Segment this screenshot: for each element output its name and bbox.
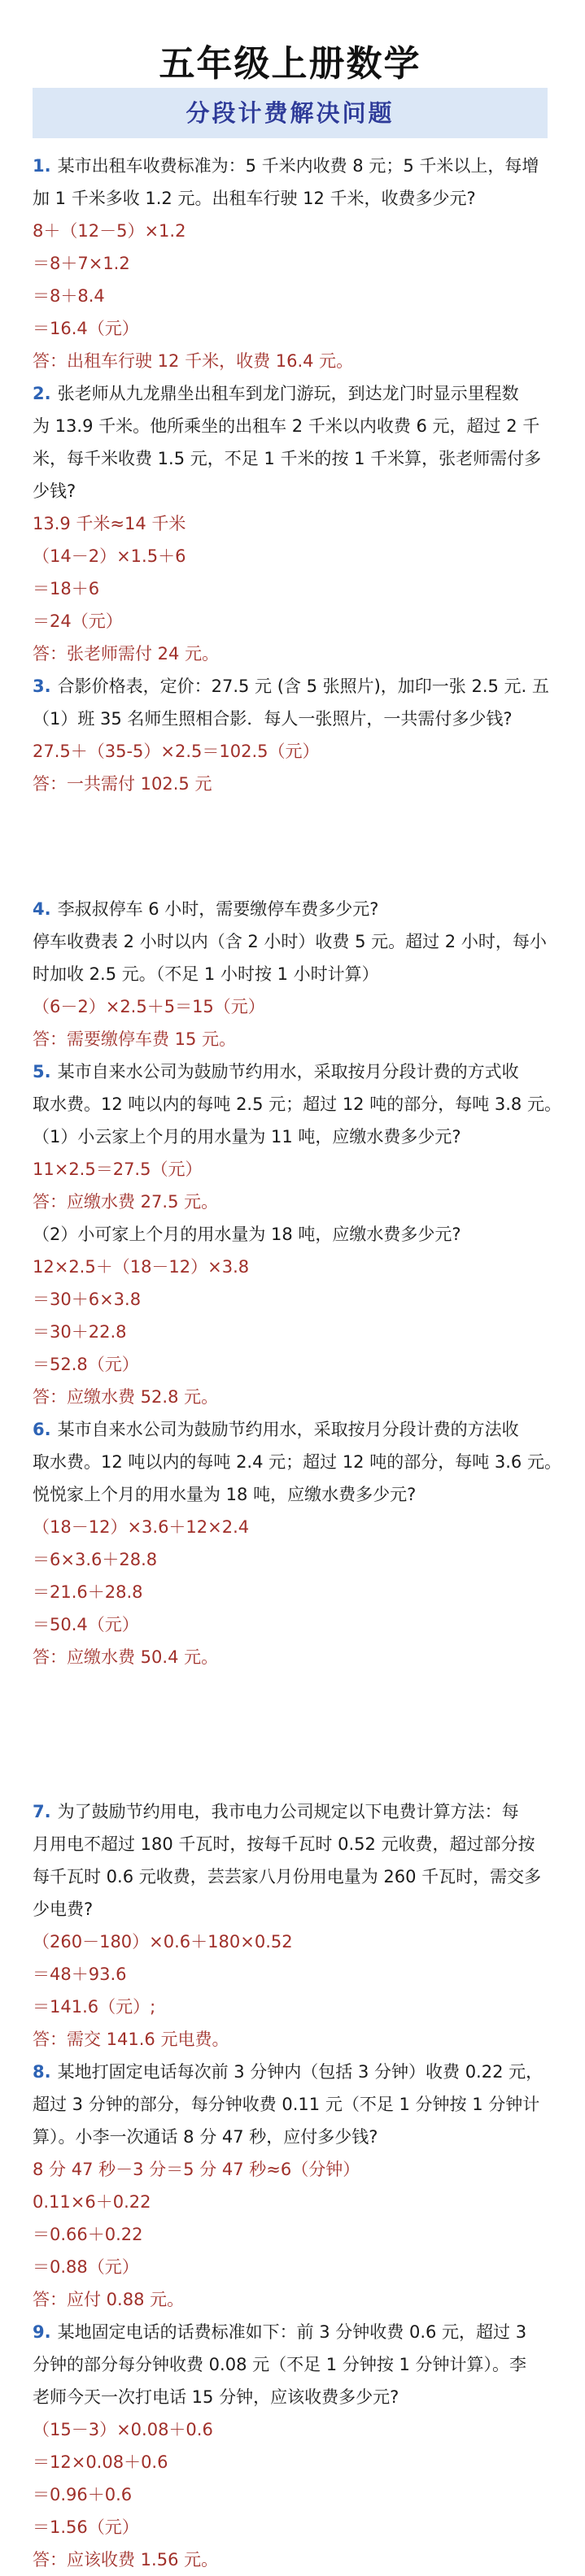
calculation-line-text: （15－3）×0.08＋0.6: [33, 2420, 213, 2439]
calculation-line-text: 27.5＋（35-5）×2.5＝102.5（元）: [33, 742, 320, 761]
calculation-line-text: ＝48＋93.6: [33, 1965, 127, 1984]
question-line-text: 合影价格表，定价：27.5 元 (含 5 张照片)，加印一张 2.5 元. 五: [57, 677, 549, 696]
question-line-text: 某地打固定电话每次前 3 分钟内（包括 3 分钟）收费 0.22 元，: [57, 2062, 544, 2082]
calculation-line-text: （260－180）×0.6＋180×0.52: [33, 1932, 293, 1952]
question-line: [33, 958, 548, 990]
question-line: [33, 1860, 548, 1893]
calculation-line-text: ＝0.88（元）: [33, 2257, 139, 2277]
question-line-text: 取水费。12 吨以内的每吨 2.5 元；超过 12 吨的部分，每吨 3.8 元。: [33, 1094, 561, 1114]
calculation-line: [33, 2186, 548, 2218]
question-line: [33, 1446, 561, 1478]
question-line: [33, 1120, 548, 1153]
problem-list: [33, 150, 561, 2576]
question-line: [33, 2088, 548, 2121]
question-line-text: 米，每千米收费 1.5 元，不足 1 千米的按 1 千米算，张老师需付多: [33, 449, 542, 468]
calculation-line-text: （18－12）×3.6＋12×2.4: [33, 1517, 250, 1537]
calculation-line-text: ＝141.6（元）;: [33, 1997, 156, 2017]
problem-number: 4.: [33, 899, 51, 919]
calculation-line: [33, 215, 548, 247]
calculation-line-text: ＝50.4（元）: [33, 1615, 139, 1634]
question-line: [33, 2316, 548, 2348]
answer-line: 答：应缴水费 27.5 元。: [33, 1192, 219, 1212]
question-line: [33, 150, 548, 182]
question-line-text: 某地固定电话的话费标准如下：前 3 分钟收费 0.6 元，超过 3: [57, 2322, 527, 2342]
calculation-line-text: ＝21.6＋28.8: [33, 1582, 143, 1602]
page-title: 五年级上册数学: [159, 43, 421, 85]
question-line: [33, 1218, 548, 1251]
question-line-text: 取水费。12 吨以内的每吨 2.4 元；超过 12 吨的部分，每吨 3.6 元。: [33, 1452, 561, 1472]
problem-number: 9.: [33, 2322, 51, 2342]
question-line-text: 少钱?: [33, 481, 76, 501]
calculation-line: [33, 735, 548, 768]
question-line: [33, 377, 548, 410]
problem-number: 6.: [33, 1420, 51, 1439]
question-line: [33, 1795, 548, 1828]
answer-line: 答：应缴水费 50.4 元。: [33, 1647, 219, 1667]
question-line-text: 每千瓦时 0.6 元收费，芸芸家八月份用电量为 260 千瓦时，需交多: [33, 1867, 542, 1886]
calculation-line: [33, 507, 548, 540]
calculation-line-text: ＝6×3.6＋28.8: [33, 1550, 158, 1569]
problem-9: [33, 2316, 548, 2576]
calculation-line-text: （14－2）×1.5＋6: [33, 546, 186, 566]
problem-number: 5.: [33, 1062, 51, 1081]
calculation-line: [33, 1348, 548, 1381]
calculation-line-text: 12×2.5＋（18－12）×3.8: [33, 1257, 250, 1277]
question-line-text: 为 13.9 千米。他所乘坐的出租车 2 千米以内收费 6 元，超过 2 千: [33, 416, 540, 436]
question-line: [33, 1413, 548, 1446]
calculation-line: [33, 572, 548, 605]
calculation-line-text: （6－2）×2.5＋5＝15（元）: [33, 997, 265, 1016]
calculation-line: [33, 1608, 548, 1641]
calculation-line: [33, 1576, 548, 1608]
question-line-text: 加 1 千米多收 1.2 元。出租车行驶 12 千米，收费多少元?: [33, 189, 476, 208]
calculation-line: [33, 280, 548, 312]
question-line: [33, 1088, 561, 1120]
question-line: [33, 1055, 548, 1088]
answer-line: 答：需要缴停车费 15 元。: [33, 1029, 237, 1049]
question-line-text: 超过 3 分钟的部分，每分钟收费 0.11 元（不足 1 分钟按 1 分钟计: [33, 2095, 540, 2114]
question-line: [33, 1828, 548, 1860]
question-line-text: 张老师从九龙鼎坐出租车到龙门游玩，到达龙门时显示里程数: [57, 384, 519, 403]
question-line-text: 少电费?: [33, 1899, 94, 1919]
calculation-line-text: 11×2.5＝27.5（元）: [33, 1160, 203, 1179]
calculation-line-text: ＝1.56（元）: [33, 2517, 139, 2537]
problem-8: [33, 2056, 548, 2316]
calculation-line: [33, 1316, 548, 1348]
problem-6: [33, 1413, 561, 1673]
calculation-line-text: ＝0.66＋0.22: [33, 2225, 143, 2244]
calculation-line: [33, 2446, 548, 2478]
calculation-line: [33, 1925, 548, 1958]
answer-line: 答：应付 0.88 元。: [33, 2290, 185, 2309]
calculation-line: [33, 2153, 548, 2186]
question-line-text: 李叔叔停车 6 小时，需要缴停车费多少元?: [57, 899, 379, 919]
calculation-line-text: ＝8＋7×1.2: [33, 254, 130, 273]
problem-1: [33, 150, 548, 377]
calculation-line: [33, 1251, 548, 1283]
calculation-line-text: 8 分 47 秒－3 分＝5 分 47 秒≈6（分钟）: [33, 2160, 360, 2179]
calculation-line: [33, 2478, 548, 2511]
question-line: [33, 703, 548, 735]
problem-number: 2.: [33, 384, 51, 403]
calculation-line: [33, 312, 548, 345]
question-line-text: 分钟的部分每分钟收费 0.08 元（不足 1 分钟按 1 分钟计算）。李: [33, 2355, 527, 2374]
calculation-line-text: ＝12×0.08＋0.6: [33, 2452, 168, 2472]
question-line: [33, 2381, 548, 2413]
question-line-text: （2）小可家上个月的用水量为 18 吨，应缴水费多少元?: [33, 1225, 461, 1244]
calculation-line-text: 8＋（12－5）×1.2: [33, 221, 186, 241]
question-line-text: 算）。小李一次通话 8 分 47 秒，应付多少钱?: [33, 2127, 378, 2147]
calculation-line: [33, 1153, 548, 1186]
answer-line: 答：张老师需付 24 元。: [33, 644, 220, 664]
calculation-line: [33, 2251, 548, 2283]
problem-number: 3.: [33, 677, 51, 696]
question-line-text: 为了鼓励节约用电，我市电力公司规定以下电费计算方法：每: [57, 1802, 519, 1821]
question-line-text: 某市自来水公司为鼓励节约用水，采取按月分段计费的方式收: [57, 1062, 519, 1081]
question-line-text: 某市自来水公司为鼓励节约用水，采取按月分段计费的方法收: [57, 1420, 519, 1439]
question-line: [33, 475, 548, 507]
calculation-line-text: ＝24（元）: [33, 611, 123, 631]
calculation-line-text: 0.11×6＋0.22: [33, 2192, 151, 2212]
calculation-line: [33, 1511, 548, 1543]
question-line: [33, 2348, 548, 2381]
question-line: [33, 442, 548, 475]
calculation-line: [33, 2413, 548, 2446]
question-line-text: 悦悦家上个月的用水量为 18 吨，应缴水费多少元?: [33, 1485, 417, 1504]
question-line-text: 某市出租车收费标准为：5 千米内收费 8 元；5 千米以上，每增: [57, 156, 539, 176]
calculation-line: [33, 605, 548, 637]
calculation-line-text: 13.9 千米≈14 千米: [33, 514, 186, 533]
question-line-text: （1）班 35 名师生照相合影．每人一张照片，一共需付多少钱?: [33, 709, 513, 729]
calculation-line: [33, 2511, 548, 2543]
answer-line: 答：一共需付 102.5 元: [33, 774, 212, 794]
calculation-line-text: ＝30＋6×3.8: [33, 1290, 142, 1309]
problem-4: [33, 893, 548, 1055]
calculation-line-text: ＝52.8（元）: [33, 1355, 139, 1374]
blank-space: [33, 1673, 548, 1795]
question-line: [33, 925, 548, 958]
calculation-line: [33, 990, 548, 1023]
calculation-line: [33, 1991, 548, 2023]
question-line-text: 停车收费表 2 小时以内（含 2 小时）收费 5 元。超过 2 小时，每小: [33, 932, 547, 951]
problem-7: [33, 1795, 548, 2056]
problem-5: [33, 1055, 561, 1413]
question-line: [33, 1893, 548, 1925]
question-line-text: 老师今天一次打电话 15 分钟，应该收费多少元?: [33, 2387, 399, 2407]
problem-number: 8.: [33, 2062, 51, 2082]
problem-3: [33, 670, 548, 800]
question-line: [33, 2121, 548, 2153]
calculation-line: [33, 1283, 548, 1316]
calculation-line: [33, 247, 548, 280]
question-line-text: 时加收 2.5 元。（不足 1 小时按 1 小时计算）: [33, 964, 379, 984]
calculation-line-text: ＝0.96＋0.6: [33, 2485, 133, 2504]
question-line-text: 月用电不超过 180 千瓦时，按每千瓦时 0.52 元收费，超过部分按: [33, 1834, 535, 1854]
question-line: [33, 410, 548, 442]
calculation-line: [33, 540, 548, 572]
problem-number: 1.: [33, 156, 51, 176]
blank-space: [33, 800, 548, 893]
calculation-line: [33, 2218, 548, 2251]
calculation-line: [33, 1543, 548, 1576]
calculation-line-text: ＝30＋22.8: [33, 1322, 127, 1342]
answer-line: 答：应缴水费 52.8 元。: [33, 1387, 219, 1407]
answer-line: 答：需交 141.6 元电费。: [33, 2030, 229, 2049]
problem-number: 7.: [33, 1802, 51, 1821]
calculation-line-text: ＝8＋8.4: [33, 286, 105, 306]
calculation-line-text: ＝16.4（元）: [33, 319, 139, 338]
question-line: [33, 2056, 548, 2088]
question-line: [33, 1478, 548, 1511]
problem-2: [33, 377, 548, 670]
answer-line: 答：出租车行驶 12 千米，收费 16.4 元。: [33, 351, 354, 371]
question-line: [33, 670, 548, 703]
section-title: 分段计费解决问题: [33, 88, 548, 138]
question-line: [33, 182, 548, 215]
calculation-line: [33, 1958, 548, 1991]
question-line: [33, 893, 548, 925]
answer-line: 答：应该收费 1.56 元。: [33, 2550, 219, 2569]
question-line-text: （1）小云家上个月的用水量为 11 吨，应缴水费多少元?: [33, 1127, 461, 1147]
calculation-line-text: ＝18＋6: [33, 579, 100, 598]
